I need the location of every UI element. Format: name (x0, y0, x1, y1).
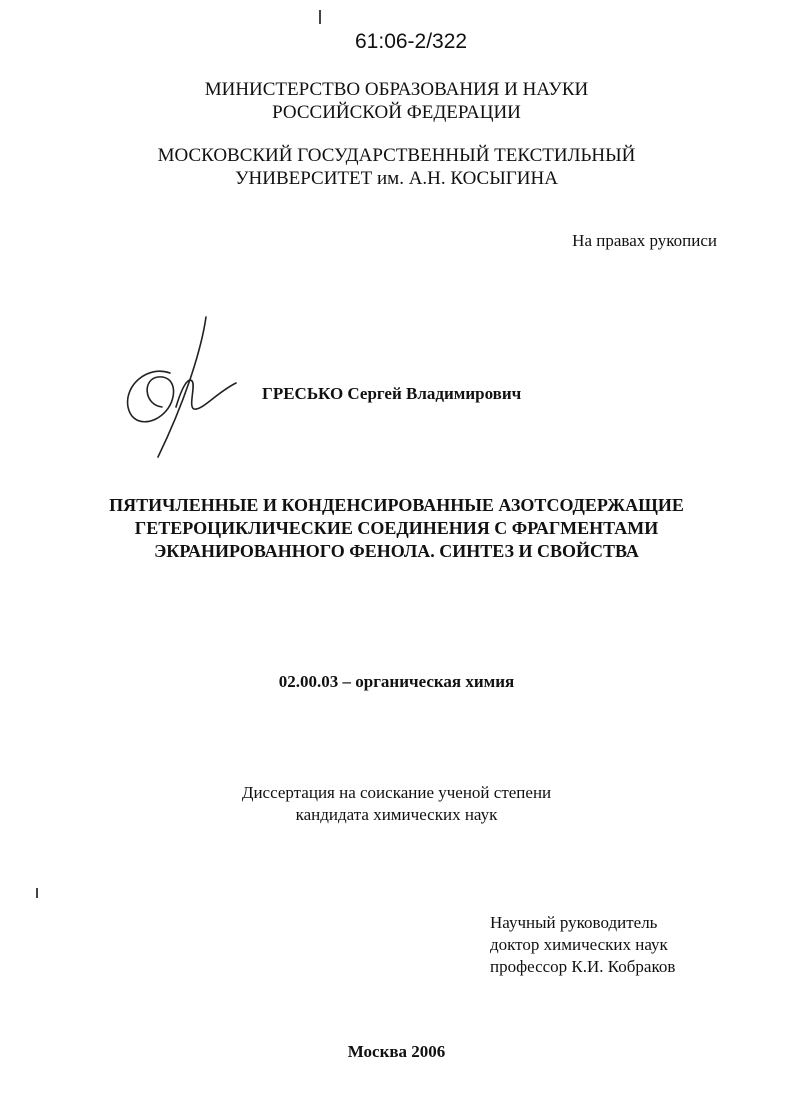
scan-mark-top (319, 10, 321, 24)
title-line-2: ГЕТЕРОЦИКЛИЧЕСКИЕ СОЕДИНЕНИЯ С ФРАГМЕНТАМИ (134, 518, 659, 538)
dissertation-title (0, 494, 793, 563)
degree-line-1: Диссертация на соискание ученой степени (241, 783, 552, 802)
scan-mark-left (36, 888, 38, 898)
degree-line-2: кандидата химических наук (295, 805, 498, 824)
university-line-1: МОСКОВСКИЙ ГОСУДАРСТВЕННЫЙ ТЕКСТИЛЬНЫЙ (157, 145, 636, 166)
signature-image (118, 315, 248, 465)
university-line-2: УНИВЕРСИТЕТ им. А.Н. КОСЫГИНА (235, 168, 558, 189)
supervisor-line-1: Научный руководитель (490, 913, 658, 932)
title-line-1: ПЯТИЧЛЕННЫЕ И КОНДЕНСИРОВАННЫЕ АЗОТСОДЕРЖАЩИЕ (109, 495, 684, 515)
supervisor-block (490, 912, 675, 978)
dissertation-degree (0, 782, 793, 826)
ministry-heading (0, 78, 793, 124)
specialty-code: 02.00.03 – органическая химия (278, 672, 515, 691)
author-name: ГРЕСЬКО Сергей Владимирович (262, 384, 522, 403)
ministry-line-1: МИНИСТЕРСТВО ОБРАЗОВАНИЯ И НАУКИ (204, 79, 589, 100)
manuscript-note: На правах рукописи (572, 231, 717, 250)
supervisor-line-2: доктор химических наук (490, 935, 668, 954)
ministry-line-2: РОССИЙСКОЙ ФЕДЕРАЦИИ (272, 102, 521, 123)
archive-code: 61:06-2/322 (355, 30, 468, 53)
supervisor-line-3: профессор К.И. Кобраков (490, 957, 676, 976)
title-line-3: ЭКРАНИРОВАННОГО ФЕНОЛА. СИНТЕЗ И СВОЙСТВА (154, 541, 639, 561)
city-year: Москва 2006 (347, 1042, 446, 1061)
university-heading (0, 144, 793, 190)
